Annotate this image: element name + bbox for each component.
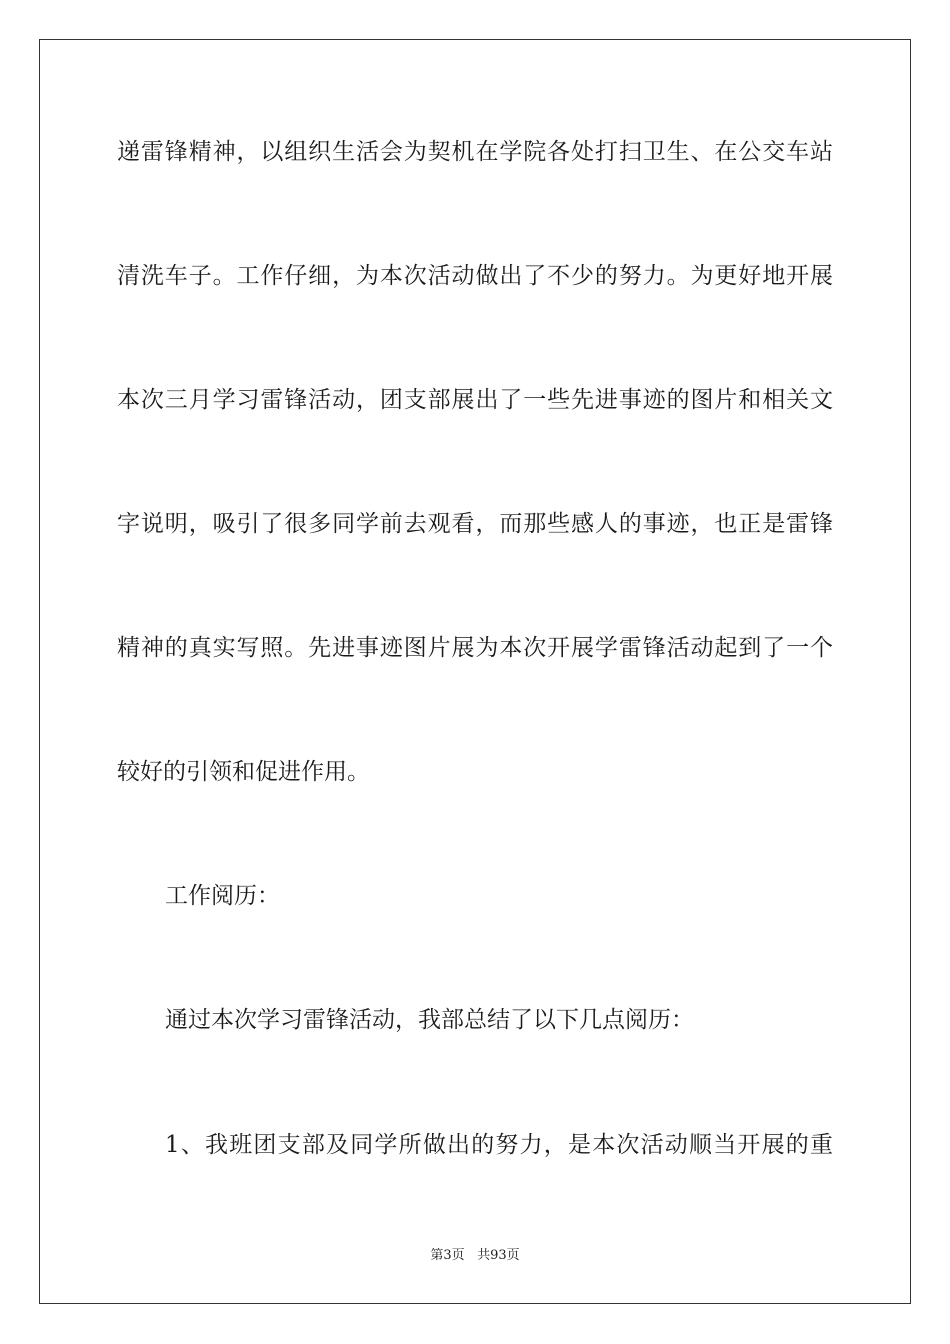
page-number: 第3页 bbox=[430, 1248, 465, 1263]
list-item-1: 1、我班团支部及同学所做出的努力，是本次活动顺当开展的重 bbox=[165, 1132, 833, 1158]
page-footer bbox=[0, 1247, 950, 1265]
intro-paragraph: 通过本次学习雷锋活动，我部总结了以下几点阅历： bbox=[165, 1007, 694, 1033]
body-line-1: 递雷锋精神，以组织生活会为契机在学院各处打扫卫生、在公交车站 bbox=[117, 139, 833, 165]
page-total: 共93页 bbox=[477, 1248, 520, 1263]
body-line-4: 字说明，吸引了很多同学前去观看，而那些感人的事迹，也正是雷锋 bbox=[117, 511, 833, 537]
body-line-5: 精神的真实写照。先进事迹图片展为本次开展学雷锋活动起到了一个 bbox=[117, 635, 833, 661]
section-heading: 工作阅历： bbox=[165, 883, 280, 909]
body-line-6: 较好的引领和促进作用。 bbox=[117, 759, 370, 785]
body-line-3: 本次三月学习雷锋活动，团支部展出了一些先进事迹的图片和相关文 bbox=[117, 387, 833, 413]
page-border bbox=[39, 39, 911, 1304]
body-line-2: 清洗车子。工作仔细，为本次活动做出了不少的努力。为更好地开展 bbox=[117, 263, 833, 289]
